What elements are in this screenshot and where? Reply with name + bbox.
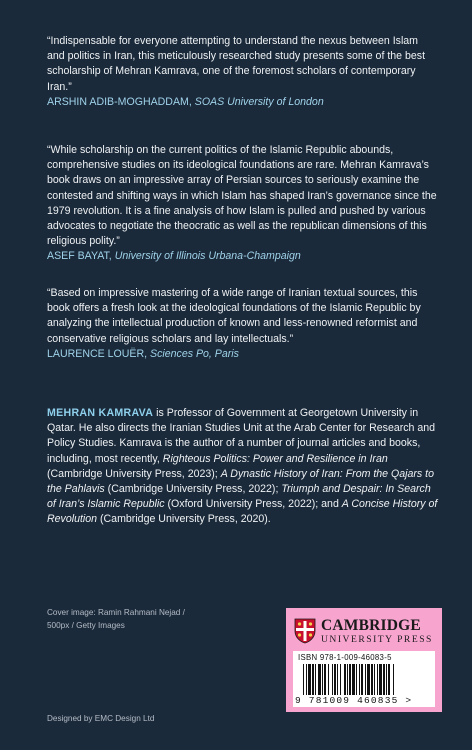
bio-text-3: (Cambridge University Press, 2022); [104, 483, 282, 496]
quote-3-attribution [47, 347, 437, 362]
barcode-bar [374, 664, 375, 695]
bio-text-4: (Oxford University Press, 2022); and [164, 498, 342, 511]
barcode-bar [306, 664, 307, 695]
barcode-bars [303, 664, 425, 695]
barcode-bar [318, 664, 321, 695]
barcode-bar [337, 664, 338, 695]
isbn-label: ISBN 978-1-009-46083-5 [298, 653, 392, 662]
publisher-press: UNIVERSITY PRESS [321, 633, 433, 645]
barcode-bar [322, 664, 323, 695]
quote-1-author: ARSHIN ADIB-MOGHADDAM, [47, 95, 192, 108]
bio-text-1: is Professor of Government at Georgetown University in Qatar. He also directs the Iranian Studies Unit at the Arab Center for Research and Policy Studies. Kamrava is the author of a number of journal articles and books, including, most recently, [47, 407, 436, 465]
barcode-bar [347, 664, 348, 695]
barcode [293, 651, 435, 707]
design-credit: Designed by EMC Design Ltd [47, 714, 155, 723]
publisher-block [286, 608, 442, 712]
quote-1 [47, 34, 437, 110]
quote-1-affiliation: SOAS University of London [194, 95, 324, 108]
cover-credit-line-1: Cover image: Ramin Rahmani Nejad / [47, 608, 185, 617]
bio-book-1: Righteous Politics: Power and Resilience in Iran [162, 452, 388, 465]
barcode-bar [334, 664, 336, 695]
quote-2-affiliation: University of Illinois Urbana-Champaign [114, 250, 301, 263]
cambridge-crest-icon [294, 618, 316, 644]
barcode-bar [377, 664, 378, 695]
bio-book-2: A Dynastic History of Iran: From the Qajars to the Pahlavis [47, 467, 435, 496]
bio-text-2: (Cambridge University Press, 2023); [47, 467, 221, 480]
barcode-bar [367, 664, 370, 695]
quote-2-attribution [47, 249, 437, 264]
barcode-bar [365, 664, 366, 695]
cover-credit-line-2: 500px / Getty Images [47, 620, 125, 630]
quote-1-text: “Indispensable for everyone attempting to understand the nexus between Islam and politics in Iran, this meticulously researched study presents some of the best scholarship of Mehran Kamrava, one of the foremost scholars of contemporary Iran.” [47, 35, 426, 93]
barcode-bar [324, 664, 326, 695]
barcode-bar [356, 664, 357, 695]
barcode-bar [371, 664, 373, 695]
publisher-name: CAMBRIDGE [321, 616, 421, 634]
quote-3-affiliation: Sciences Po, Paris [150, 347, 239, 360]
barcode-bar [315, 664, 316, 695]
barcode-bar [328, 664, 329, 695]
barcode-bar [340, 664, 341, 695]
barcode-bar [352, 664, 355, 695]
quote-1-attribution [47, 95, 437, 110]
barcode-number: 9 781009 460835 > [295, 695, 413, 706]
bio-text-5: (Cambridge University Press, 2020). [97, 513, 271, 526]
bio-book-3: Triumph and Despair: In Search of Iran’s Islamic Republic [47, 483, 431, 511]
quote-2-author: ASEF BAYAT, [47, 250, 112, 263]
barcode-bar [312, 664, 314, 695]
barcode-bar [393, 664, 394, 695]
author-bio [47, 406, 439, 528]
quote-2 [47, 143, 437, 265]
barcode-bar [383, 664, 385, 695]
bio-book-4: A Concise History of Revolution [47, 498, 438, 526]
barcode-bar [332, 664, 333, 695]
publisher-logo [294, 615, 434, 647]
barcode-bar [359, 664, 360, 695]
barcode-bar [303, 664, 304, 695]
quote-3 [47, 286, 437, 362]
barcode-bar [379, 664, 382, 695]
quote-3-author: LAURENCE LOUËR, [47, 347, 148, 360]
barcode-bar [386, 664, 387, 695]
barcode-bar [349, 664, 351, 695]
barcode-bar [361, 664, 363, 695]
barcode-bar [344, 664, 346, 695]
barcode-bar [388, 664, 390, 695]
author-name: MEHRAN KAMRAVA [47, 407, 154, 419]
quote-3-text: “Based on impressive mastering of a wide range of Iranian textual sources, this book offers a fresh look at the ideological foundations of the Islamic Republic by analyzing the intellectual production of known and less-renowned reformist and conservative religious scholars and lay intellectuals.” [47, 287, 421, 345]
quote-2-text: “While scholarship on the current politics of the Islamic Republic abounds, comprehensive studies on its ideological foundations are rare. Mehran Kamrava’s book draws on an impressive array of Persian sources to seriously examine the contested and shifting ways in which Islam has shaped Iran’s governance since the 1979 revolution. It is a fine analysis of how Islam is pulled and pushed by various advocates to negotiate the theocratic as well as the republican dimensions of this religious polity.” [47, 144, 437, 248]
barcode-bar [308, 664, 311, 695]
cover-image-credit [47, 607, 185, 632]
